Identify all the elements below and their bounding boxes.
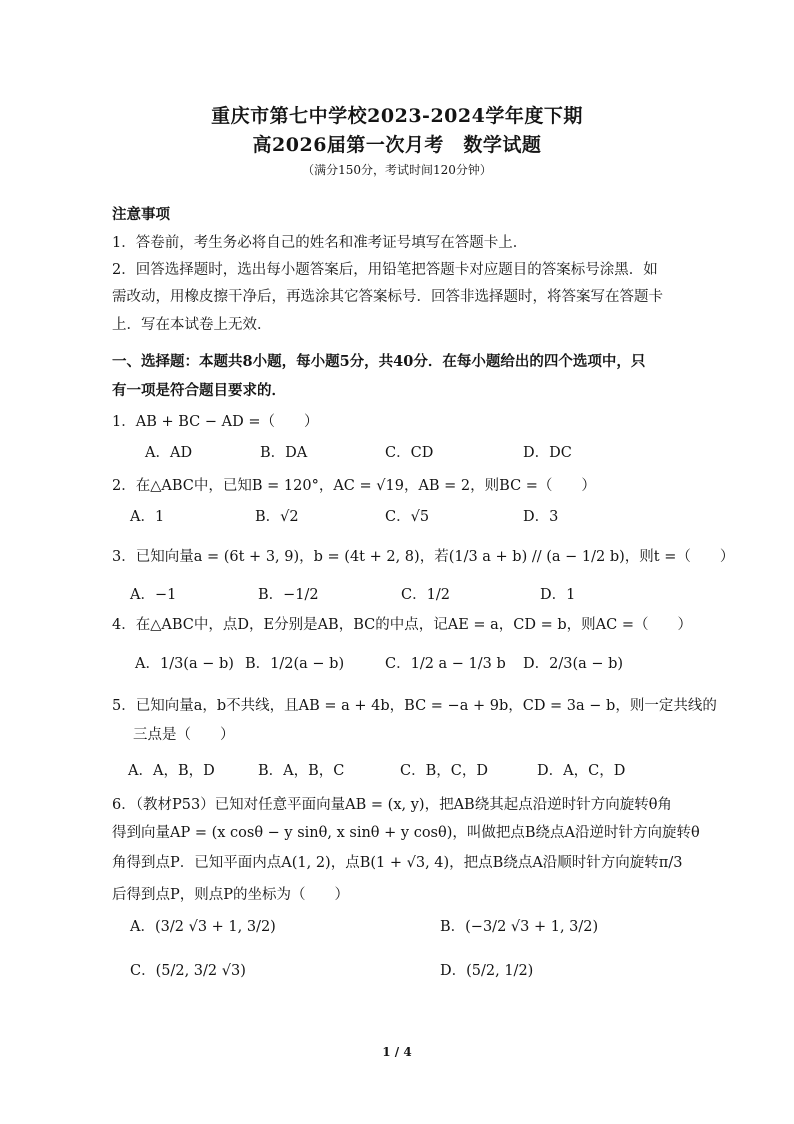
question-6-stem-line2: 得到向量AP = (x cosθ − y sinθ, x sinθ + y cosθ)，叫做把点B绕点A沿逆时针方向旋转θ: [112, 825, 700, 841]
question-6-option-c: C．(5/2, 3/2 √3): [130, 963, 246, 979]
question-6-stem-line4: 后得到点P，则点P的坐标为（ ）: [112, 887, 350, 903]
question-2-option-d: D．3: [523, 509, 559, 525]
question-1-option-c: C．CD: [385, 445, 434, 461]
question-6-stem-line1: 6．（教材P53）已知对任意平面向量AB = (x, y)，把AB绕其起点沿逆时针方向旋转θ角: [112, 797, 672, 813]
exam-subtitle: （满分150分，考试时间120分钟）: [302, 163, 492, 177]
section-heading-line2: 有一项是符合题目要求的．: [112, 382, 286, 399]
question-2-option-c: C．√5: [385, 509, 430, 525]
question-1-option-d: D．DC: [523, 445, 572, 461]
question-5-option-a: A．A，B，D: [128, 763, 215, 779]
note-item-2-line2: 需改动，用橡皮擦干净后，再选涂其它答案标号．回答非选择题时，将答案写在答题卡: [112, 289, 663, 305]
question-3-stem: 3．已知向量a = (6t + 3, 9)，b = (4t + 2, 8)，若(1/3 a + b) // (a − 1/2 b)，则t =（ ）: [112, 549, 735, 565]
note-item-2-line1: 2．回答选择题时，选出每小题答案后，用铅笔把答题卡对应题目的答案标号涂黑．如: [112, 262, 658, 278]
question-4-option-b: B．1/2(a − b): [245, 656, 345, 672]
question-4-option-a: A．1/3(a − b): [135, 656, 234, 672]
notes-heading: 注意事项: [112, 206, 170, 223]
question-4-stem: 4．在△ABC中，点D，E分别是AB，BC的中点，记AE = a，CD = b，则AC =（ ）: [112, 617, 692, 633]
question-3-option-c: C．1/2: [401, 587, 450, 603]
question-2-stem: 2．在△ABC中，已知B = 120°，AC = √19，AB = 2，则BC =（ ）: [112, 478, 596, 494]
question-2-option-a: A．1: [130, 509, 165, 525]
exam-title-line2: 高2026届第一次月考 数学试题: [252, 134, 542, 156]
question-1-stem: 1．AB + BC − AD =（ ）: [112, 414, 319, 430]
question-3-option-b: B．−1/2: [258, 587, 319, 603]
page-number: 1 / 4: [382, 1045, 412, 1059]
question-3-option-a: A．−1: [130, 587, 177, 603]
question-5-option-b: B．A，B，C: [258, 763, 345, 779]
note-item-1: 1．答卷前，考生务必将自己的姓名和准考证号填写在答题卡上．: [112, 235, 528, 251]
question-1-option-b: B．DA: [260, 445, 308, 461]
question-6-option-d: D．(5/2, 1/2): [440, 963, 534, 979]
question-3-option-d: D．1: [540, 587, 576, 603]
question-5-stem-line2: 三点是（ ）: [133, 727, 235, 743]
question-6-stem-line3: 角得到点P．已知平面内点A(1, 2)，点B(1 + √3, 4)，把点B绕点A沿顺时针方向旋转π/3: [112, 855, 683, 871]
question-5-option-d: D．A，C，D: [537, 763, 626, 779]
section-heading-line1: 一、选择题：本题共8小题，每小题5分，共40分．在每小题给出的四个选项中，只: [112, 353, 646, 370]
question-4-option-c: C．1/2 a − 1/3 b: [385, 656, 506, 672]
question-6-option-b: B．(−3/2 √3 + 1, 3/2): [440, 919, 599, 935]
question-6-option-a: A．(3/2 √3 + 1, 3/2): [130, 919, 276, 935]
question-5-stem-line1: 5．已知向量a，b不共线，且AB = a + 4b，BC = −a + 9b，CD = 3a − b，则一定共线的: [112, 698, 717, 714]
exam-title-line1: 重庆市第七中学校2023-2024学年度下期: [211, 105, 583, 127]
question-2-option-b: B．√2: [255, 509, 299, 525]
note-item-2-line3: 上．写在本试卷上无效．: [112, 317, 272, 333]
question-5-option-c: C．B，C，D: [400, 763, 488, 779]
question-1-option-a: A．AD: [145, 445, 193, 461]
question-4-option-d: D．2/3(a − b): [523, 656, 624, 672]
